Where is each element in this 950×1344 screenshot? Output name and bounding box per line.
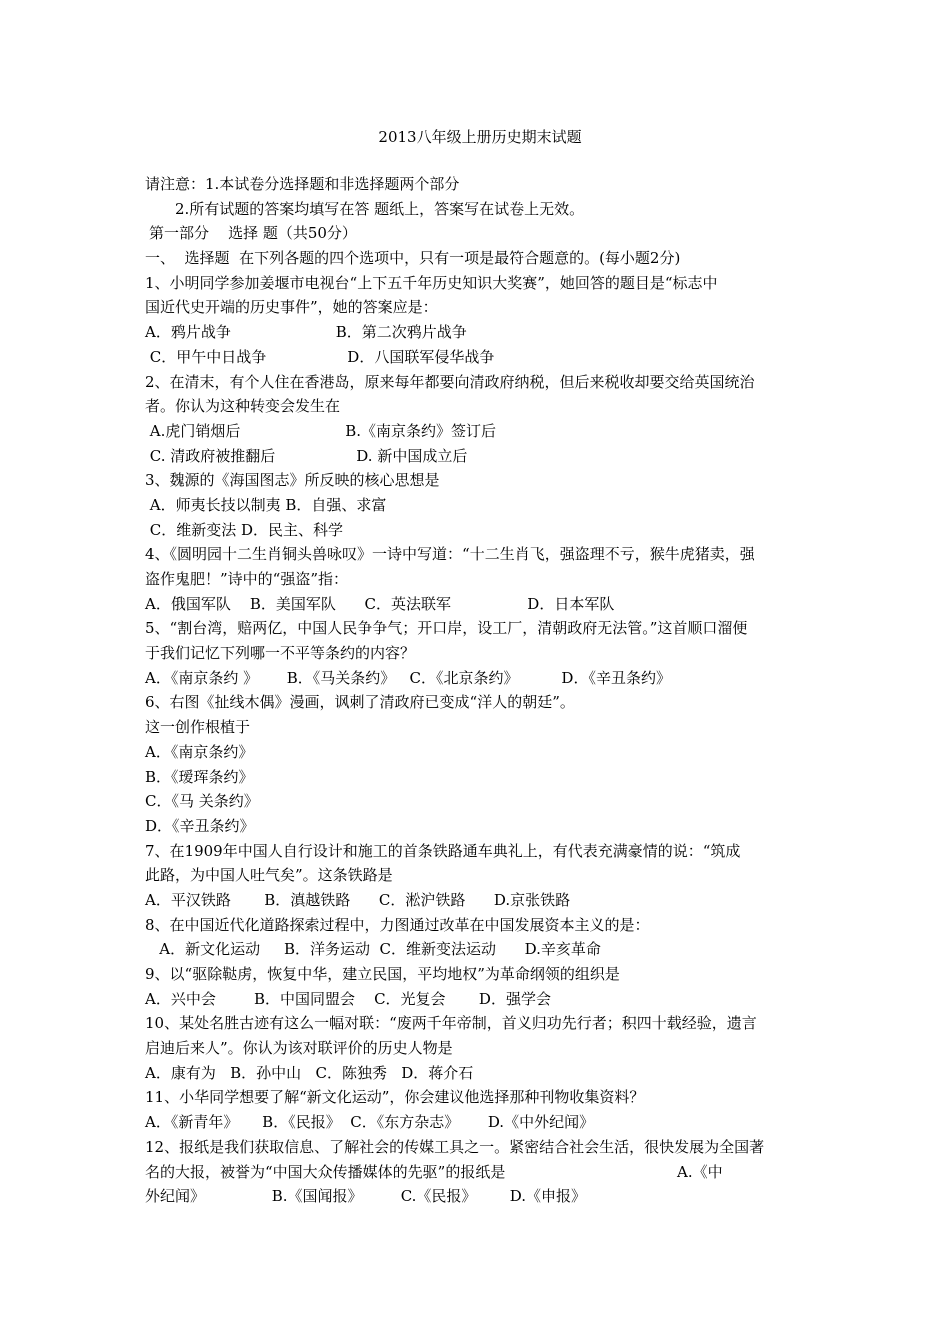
question-2-options-ab: A.虎门销烟后 B.《南京条约》签订后 xyxy=(145,421,497,440)
question-3-options-ab: A．师夷长技以制夷 B．自强、求富 xyxy=(145,495,387,514)
question-9-options: A．兴中会 B．中国同盟会 C．光复会 D．强学会 xyxy=(145,989,551,1008)
question-10-options: A．康有为 B．孙中山 C．陈独秀 D．蒋介石 xyxy=(145,1063,474,1082)
question-6-option-b: B．《瑷珲条约》 xyxy=(145,767,254,786)
notice-line-2: 2.所有试题的答案均填写在答 题纸上，答案写在试卷上无效。 xyxy=(175,199,585,218)
document-title: 2013八年级上册历史期末试题 xyxy=(378,128,582,146)
document-body xyxy=(145,172,815,1209)
question-6-option-a: A．《南京条约》 xyxy=(145,742,254,761)
notice-line-1: 请注意：1.本试卷分选择题和非选择题两个部分 xyxy=(145,175,460,193)
question-4-line-1: 4、《圆明园十二生肖铜头兽咏叹》一诗中写道：“十二生肖飞，强盗理不亏，猴牛虎猪卖，强 xyxy=(145,545,755,564)
question-3-options-cd: C．维新变法 D．民主、科学 xyxy=(145,520,344,539)
question-10-line-2: 启迪后来人”。你认为该对联评价的历史人物是 xyxy=(145,1039,453,1058)
question-11-line-1: 11、小华同学想要了解“新文化运动”，你会建议他选择那种刊物收集资料？ xyxy=(145,1088,645,1107)
question-4-options: A．俄国军队 B．美国军队 C．英法联军 D．日本军队 xyxy=(145,594,615,613)
question-2-options-cd: C. 清政府被推翻后 D. 新中国成立后 xyxy=(145,446,468,465)
section-heading: 第一部分 选择 题（共50分） xyxy=(149,224,357,243)
question-4-line-2: 盗作鬼肥！”诗中的“强盗”指： xyxy=(145,570,349,588)
question-6-line-1: 6、右图《扯线木偶》漫画，讽刺了清政府已变成“洋人的朝廷”。 xyxy=(145,693,575,712)
section-instruction: 一、 选择题 在下列各题的四个选项中，只有一项是最符合题意的。(每小题2分) xyxy=(145,249,681,268)
question-6-line-2: 这一创作根植于 xyxy=(145,718,251,737)
question-8-line-1: 8、在中国近代化道路探索过程中，力图通过改革在中国发展资本主义的是： xyxy=(145,915,650,934)
question-12-options: 外纪闻》 B.《国闻报》 C.《民报》 D.《申报》 xyxy=(145,1187,587,1206)
question-7-options: A．平汉铁路 B．滇越铁路 C．淞沪铁路 D.京张铁路 xyxy=(145,890,571,909)
question-1-options-cd: C．甲午中日战争 D．八国联军侵华战争 xyxy=(145,347,495,366)
question-1-line-1: 1、小明同学参加姜堰市电视台“上下五千年历史知识大奖赛”，她回答的题目是“标志中 xyxy=(145,273,718,292)
question-7-line-1: 7、在1909年中国人自行设计和施工的首条铁路通车典礼上，有代表充满豪情的说：“筑成 xyxy=(145,841,741,860)
question-1-line-2: 国近代史开端的历史事件”，她的答案应是： xyxy=(145,298,438,317)
question-5-line-2: 于我们记忆下列哪一不平等条约的内容？ xyxy=(145,644,416,663)
question-7-line-2: 此路，为中国人吐气矣”。这条铁路是 xyxy=(145,866,393,885)
question-2-line-1: 2、在清末，有个人住在香港岛，原来每年都要向清政府纳税，但后来税收却要交给英国统治 xyxy=(145,372,755,391)
question-9-line-1: 9、以“驱除鞑虏，恢复中华，建立民国，平均地权”为革命纲领的组织是 xyxy=(145,965,620,983)
question-11-options: A．《新青年》 B．《民报》 C．《东方杂志》 D.《中外纪闻》 xyxy=(145,1113,595,1132)
question-2-line-2: 者。你认为这种转变会发生在 xyxy=(145,397,341,416)
question-3-line-1: 3、魏源的《海国图志》所反映的核心思想是 xyxy=(145,471,440,490)
question-10-line-1: 10、某处名胜古迹有这么一幅对联：“废两千年帝制，首义归功先行者；积四十载经验，遗言 xyxy=(145,1014,757,1033)
question-6-option-c: C．《马 关条约》 xyxy=(145,792,259,811)
question-5-options: A．《南京条约 》 B．《马关条约》 C．《北京条约》 D．《辛丑条约》 xyxy=(145,668,671,687)
question-6-option-d: D．《辛丑条约》 xyxy=(145,816,255,835)
question-8-options: A．新文化运动 B．洋务运动 C．维新变法运动 D.辛亥革命 xyxy=(145,940,601,959)
question-12-line-2: 名的大报，被誉为“中国大众传播媒体的先驱”的报纸是 A.《中 xyxy=(145,1162,723,1181)
question-1-options-ab: A．鸦片战争 B．第二次鸦片战争 xyxy=(145,323,467,342)
question-5-line-1: 5、“割台湾，赔两亿，中国人民争争气；开口岸，设工厂，清朝政府无法管。”这首顺口溜便 xyxy=(145,619,748,638)
question-12-line-1: 12、报纸是我们获取信息、了解社会的传媒工具之一。紧密结合社会生活，很快发展为全国著 xyxy=(145,1137,765,1156)
